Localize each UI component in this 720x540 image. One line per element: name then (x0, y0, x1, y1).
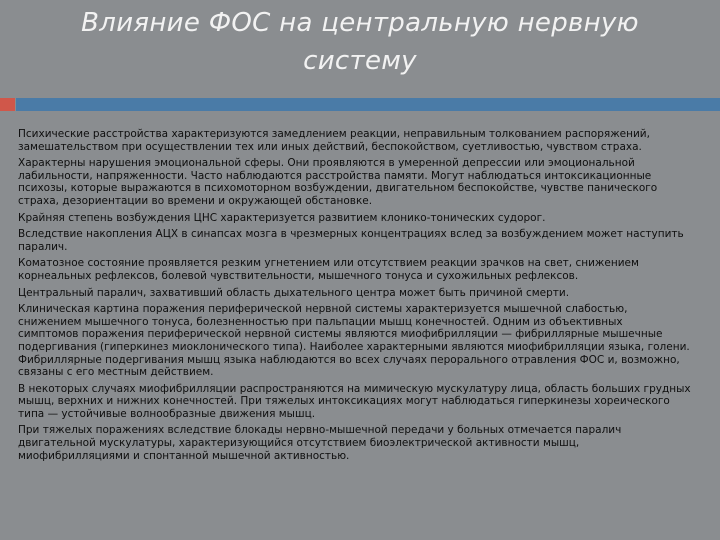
slide-body (18, 128, 720, 540)
paragraph-line: Фибриллярные подергивания мышц языка наблюдаются во всех случаях перорального отравления ФОС и, возможно, (18, 353, 680, 366)
body-paragraph (18, 228, 720, 253)
paragraph-line: симптомов поражения периферической нервной системы являются миофибрилляции — фибриллярные мышечные (18, 328, 663, 341)
slide-title-line: Влияние ФОС на центральную нервную (81, 8, 639, 38)
paragraph-line: связаны с его местным действием. (18, 366, 214, 379)
paragraph-line: Психические расстройства характеризуются замедлением реакции, неправильным толкованием распоряжений, (18, 128, 650, 140)
paragraph-line: типа — устойчивые волнообразные движения мышц. (18, 407, 316, 420)
body-paragraph (18, 157, 720, 207)
slide-title (20, 4, 700, 80)
paragraph-line: Коматозное состояние проявляется резким угнетением или отсутствием реакции зрачков на свет, снижением (18, 257, 639, 270)
paragraph-line: двигательной мускулатуры, характеризующийся отсутствием биоэлектрической активности мышц, (18, 437, 580, 450)
title-accent-red-bar (0, 98, 15, 111)
paragraph-line: мышц, верхних и нижних конечностей. При тяжелых интоксикациях могут наблюдаться гиперкинезы хореического (18, 395, 670, 408)
paragraph-line: Клиническая картина поражения периферической нервной системы характеризуется мышечной слабостью, (18, 303, 628, 316)
paragraph-line: При тяжелых поражениях вследствие блокады нервно-мышечной передачи у больных отмечается паралич (18, 424, 622, 437)
paragraph-line: миофибрилляциями и спонтанной мышечной активностью. (18, 449, 350, 462)
paragraph-line: В некоторых случаях миофибрилляции распространяются на мимическую мускулатуру лица, область больших грудных (18, 382, 691, 395)
paragraph-line: снижением мышечного тонуса, болезненностью при пальпации мышц конечностей. Одним из объективных (18, 315, 623, 328)
body-paragraph (18, 212, 720, 225)
paragraph-line: замешательством при осуществлении тех или иных действий, беспокойством, суетливостью, чувством страха. (18, 140, 642, 153)
paragraph-line: Центральный паралич, захвативший область дыхательного центра может быть причиной смерти. (18, 286, 570, 299)
body-paragraph (18, 383, 720, 421)
body-paragraph (18, 128, 720, 153)
paragraph-line: лабильности, напряженности. Часто наблюдаются расстройства памяти. Могут наблюдаться интоксикационные (18, 169, 652, 182)
paragraph-line: Крайняя степень возбуждения ЦНС характеризуется развитием клонико-тонических судорог. (18, 211, 546, 224)
paragraph-line: психозы, которые выражаются в психомоторном возбуждении, двигательном беспокойстве, чувстве панического (18, 182, 658, 195)
paragraph-line: Характерны нарушения эмоциональной сферы. Они проявляются в умеренной депрессии или эмоциональной (18, 157, 635, 170)
slide-title-line: систему (303, 46, 417, 76)
body-paragraph (18, 287, 720, 300)
paragraph-line: подергивания (гиперкинез миоклонического типа). Наиболее характерными являются миофибрилляции языка, голени. (18, 340, 690, 353)
paragraph-line: Вследствие накопления АЦХ в синапсах мозга в чрезмерных концентрациях вслед за возбуждением может наступить (18, 228, 684, 241)
paragraph-line: корнеальных рефлексов, болевой чувствительности, мышечного тонуса и сухожильных рефлексов. (18, 269, 579, 282)
paragraph-line: паралич. (18, 240, 68, 253)
title-accent-blue-bar (16, 98, 720, 111)
body-paragraph (18, 303, 720, 379)
body-paragraph (18, 257, 720, 282)
paragraph-line: страха, дезориентации во времени и окружающей обстановке. (18, 194, 373, 207)
body-paragraph (18, 424, 720, 462)
